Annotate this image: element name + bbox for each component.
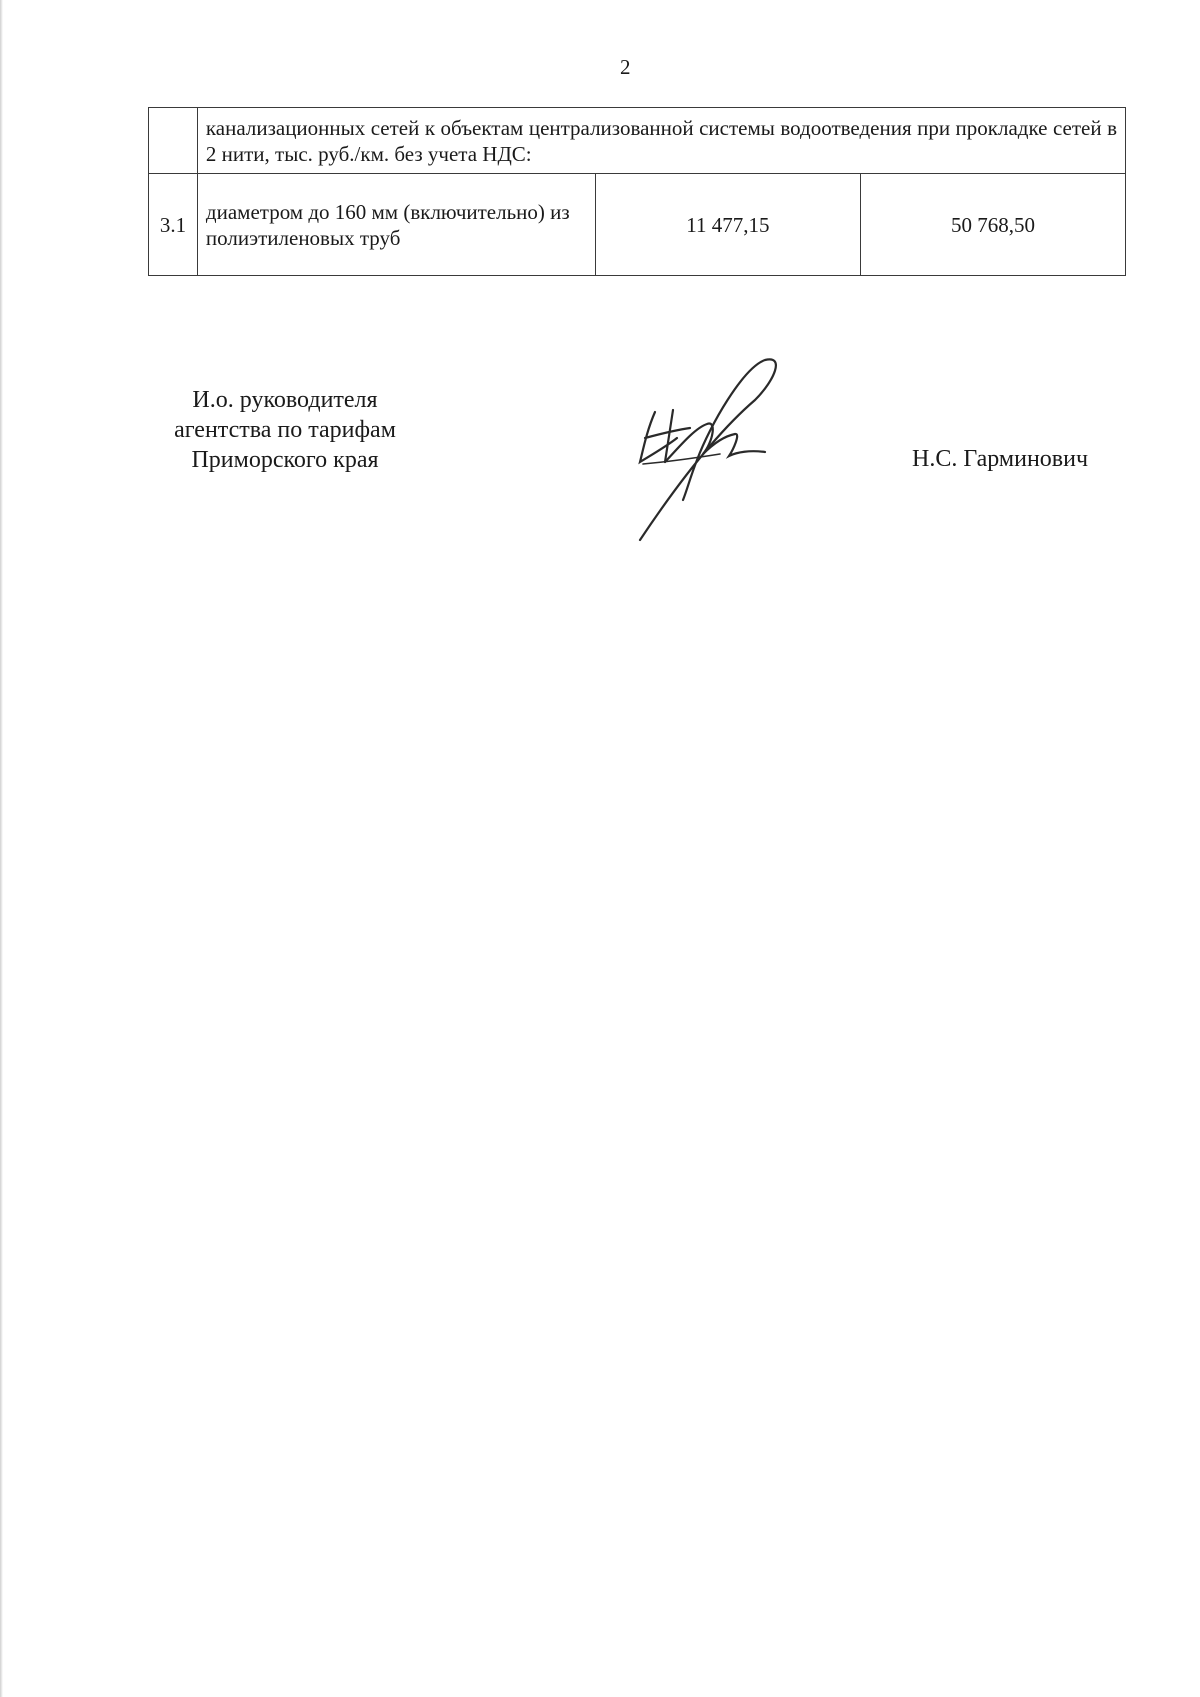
signer-name: Н.С. Гарминович (912, 446, 1089, 472)
signature-stroke-initial (640, 410, 690, 462)
signatory-title-line-3: Приморского края (191, 447, 379, 473)
table-row (149, 174, 1126, 276)
row-description: диаметром до 160 мм (включительно) из полиэтиленовых труб (197, 174, 595, 276)
page-number: 2 (620, 55, 631, 79)
signatory-title-line-2: агентства по тарифам (174, 417, 396, 443)
signature-stroke-tail (643, 454, 720, 464)
table-header-text: канализационных сетей к объектам централизованной системы водоотведения при прокладке сетей в 2 нити, тыс. руб./км. без учета НДС: (197, 108, 1125, 174)
row-value-1: 11 477,15 (595, 174, 860, 276)
row-number: 3.1 (149, 174, 198, 276)
tariff-table (148, 107, 1126, 276)
signatory-title (140, 385, 430, 475)
table-header-row (149, 108, 1126, 174)
handwritten-signature (625, 350, 825, 550)
signatory-title-line-1: И.о. руководителя (192, 387, 378, 413)
table-header-num-cell (149, 108, 198, 174)
scan-edge (0, 0, 3, 1697)
row-value-2: 50 768,50 (860, 174, 1125, 276)
